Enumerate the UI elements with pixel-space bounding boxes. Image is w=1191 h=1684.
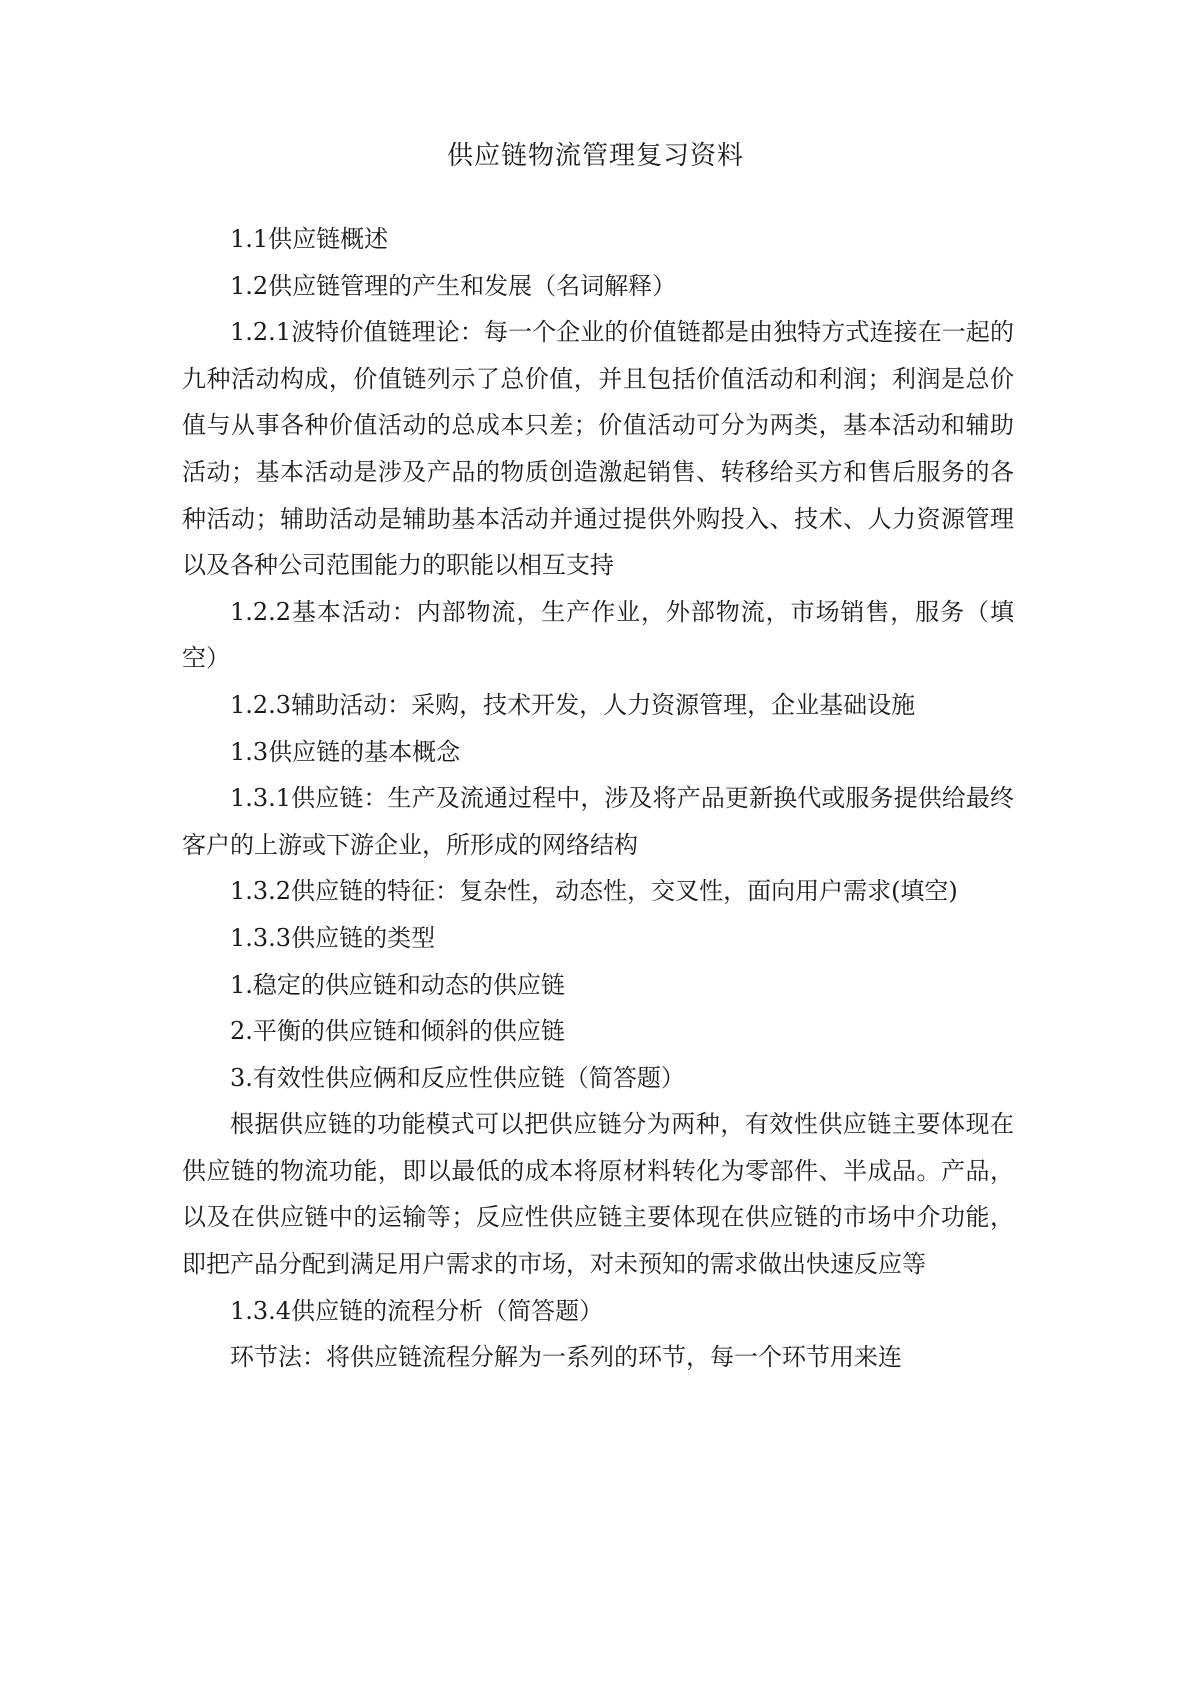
- paragraph-explanation: 根据供应链的功能模式可以把供应链分为两种，有效性供应链主要体现在供应链的物流功能，即以最低的成本将原材料转化为零部件、半成品。产品，以及在供应链中的运输等；反应性供应链主要体现在供应链的市场中介功能，即把产品分配到满足用户需求的市场，对未预知的需求做出快速反应等: [182, 1110, 1014, 1279]
- paragraph-1-2: 1.2供应链管理的产生和发展（名词解释）: [230, 271, 677, 300]
- paragraph-1-1: 1.1供应链概述: [230, 225, 389, 253]
- paragraph-link-method: 环节法：将供应链流程分解为一系列的环节，每一个环节用来连: [230, 1343, 902, 1372]
- paragraph-1-3-4: 1.3.4供应链的流程分析（简答题）: [230, 1296, 604, 1325]
- paragraph-1-3-2: 1.3.2供应链的特征：复杂性，动态性，交叉性，面向用户需求(填空): [230, 877, 958, 906]
- paragraph-1-3: 1.3供应链的基本概念: [230, 737, 461, 766]
- paragraph-1-3-1: 1.3.1供应链：生产及流通过程中，涉及将产品更新换代或服务提供给最终客户的上游或下游企业，所形成的网络结构: [182, 784, 1014, 859]
- document-body: [182, 216, 1014, 1381]
- list-item-3: 3.有效性供应俩和反应性供应链（简答题）: [230, 1063, 685, 1092]
- list-item-1: 1.稳定的供应链和动态的供应链: [230, 970, 565, 999]
- paragraph-1-3-3: 1.3.3供应链的类型: [230, 923, 436, 952]
- document-title: 供应链物流管理复习资料: [446, 141, 744, 171]
- paragraph-1-2-2: 1.2.2基本活动：内部物流，生产作业，外部物流，市场销售，服务（填空）: [182, 597, 1014, 673]
- paragraph-1-2-3: 1.2.3辅助活动：采购，技术开发，人力资源管理，企业基础设施: [230, 690, 916, 719]
- list-item-2: 2.平衡的供应链和倾斜的供应链: [230, 1017, 565, 1046]
- paragraph-1-2-1: 1.2.1波特价值链理论：每一个企业的价值链都是由独特方式连接在一起的九种活动构成，价值链列示了总价值，并且包括价值活动和利润；利润是总价值与从事各种价值活动的总成本只差；价值活动可分为两类，基本活动和辅助活动；基本活动是涉及产品的物质创造激起销售、转移给买方和售后服务的各种活动；辅助活动是辅助基本活动并通过提供外购投入、技术、人力资源管理以及各种公司范围能力的职能以相互支持: [182, 318, 1014, 580]
